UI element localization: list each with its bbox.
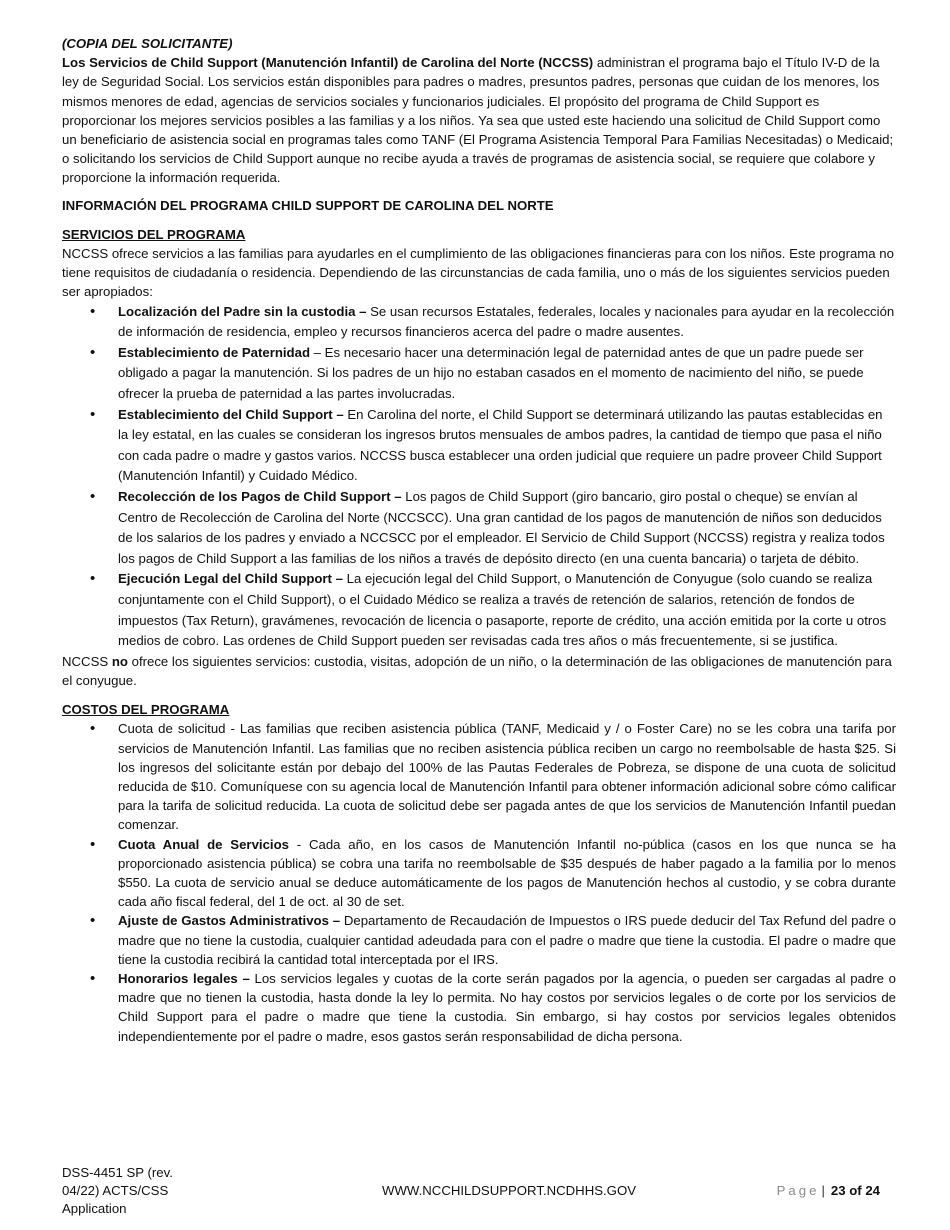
cost-term: Honorarios legales – bbox=[118, 970, 250, 986]
cost-item bbox=[62, 835, 896, 912]
intro-body: administran el programa bajo el Título IV-D de la ley de Seguridad Social. Los servicios están disponibles para padres o madres, presuntos padres, personas que cuidan de los menores, los mismos menores de edad, agencias de servicios sociales y funcionarios judiciales. El propósito del programa de Child Support es proporcionar los mejores servicios posibles a las familias y a los niños. Ya sea que usted este haciendo una solicitud de Child Support como un beneficiario de asistencia social en programas tales como TANF (El Programa Asistencia Temporal Para Familias Necesitadas) o Medicaid; o solicitando los servicios de Child Support aunque no recibe ayuda a través de programas de asistencia social, se requiere que colabore y proporcione la información requerida. bbox=[62, 55, 894, 186]
service-item bbox=[62, 405, 896, 487]
service-item bbox=[62, 569, 896, 651]
page-indicator bbox=[777, 1182, 880, 1200]
cost-text: Los servicios legales y cuotas de la corte serán pagados por la agencia, o pueden ser cargadas al padre o madre que no tienen la custodia, hasta donde la ley lo permita. No hay costos por servicios legales o de corte por los servicios de Child Support para el padre o madre que tiene la custodia. Sin embargo, si hay costos por servicios legales obtenidos independientemente por el padre o madre, esos gastos serán responsabilidad de dicha persona. bbox=[118, 970, 896, 1044]
page-number: 23 of 24 bbox=[830, 1183, 880, 1198]
intro-paragraph bbox=[62, 53, 896, 187]
service-term: Establecimiento del Child Support – bbox=[118, 406, 344, 422]
service-text: – Es necesario hacer una determinación legal de paternidad antes de que un padre puede ser obligado a pagar la manutención. Si los padres de un hijo no estaban casados en el momento de nacimiento del niño, se puede ofrecer la prueba de paternidad a las partes involucradas. bbox=[118, 344, 864, 402]
page-word: Page bbox=[776, 1183, 820, 1198]
service-text: Los pagos de Child Support (giro bancario, giro postal o cheque) se envían al Centro de Recolección de Carolina del Norte (NCCSCC). Una gran cantidad de los pagos de manutención de niños son deducidos de los salarios de los padres y enviado a NCCSCC por el empleador. El Servicio de Child Support (NCCSS) registra y realiza todos los pagos de Child Support a las familias de los niños a través de depósito directo (en una cuenta bancaria) o tarjeta de débito. bbox=[118, 488, 885, 566]
service-term: Localización del Padre sin la custodia – bbox=[118, 303, 367, 319]
cost-text: Cuota de solicitud - Las familias que reciben asistencia pública (TANF, Medicaid y / o Foster Care) no se les cobra una tarifa por servicios de Manutención Infantil. Las familias que no reciben asistencia pública reciben un cargo no reembolsable de hasta $25. Si los ingresos del solicitante están por debajo del 100% de las Pautas Federales de Pobreza, se dispone de una cuota de solicitud reducida de $10. Comuníquese con su agencia local de Manutención Infantil para obtener información adicional sobre cómo calificar para la tarifa de solicitud reducida. La cuota de solicitud debe ser pagada antes de que los servicios de Manutención Infantil puedan comenzar. bbox=[118, 721, 896, 833]
service-item bbox=[62, 343, 896, 405]
services-intro: NCCSS ofrece servicios a las familias para ayudarles en el cumplimiento de las obligaciones financieras para con los niños. Este programa no tiene requisitos de ciudadanía o residencia. Dependiendo de las circunstancias de cada familia, uno o más de los siguientes servicios pueden ser apropiados: bbox=[62, 246, 894, 300]
services-not-offered bbox=[62, 652, 896, 690]
service-item bbox=[62, 302, 896, 343]
costs-title: COSTOS DEL PROGRAMA bbox=[62, 702, 230, 718]
cost-term: Cuota Anual de Servicios bbox=[118, 836, 289, 852]
service-item bbox=[62, 487, 896, 569]
not-offered-post: ofrece los siguientes servicios: custodia, visitas, adopción de un niño, o la determinación de las obligaciones de manutención para el conyugue. bbox=[62, 653, 892, 688]
service-text: En Carolina del norte, el Child Support se determinará utilizando las pautas establecidas en la ley estatal, en las cuales se consideran los ingresos brutos mensuales de ambos padres, la cantidad de tiempo que pasa el niño con cada padre o madre y gastos varios. NCCSS busca establecer una orden judicial que requiere un padre proveer Child Support (Manutención Infantil) y Cuidado Médico. bbox=[118, 406, 883, 484]
service-term: Establecimiento de Paternidad bbox=[118, 344, 311, 360]
services-title: SERVICIOS DEL PROGRAMA bbox=[62, 226, 246, 242]
service-text: Se usan recursos Estatales, federales, locales y nacionales para ayudar en la recolección de información de residencia, empleo y recursos financieros acerca del padre o madre ausentes. bbox=[118, 303, 895, 340]
form-id-line: 04/22) ACTS/CSS bbox=[62, 1183, 169, 1198]
cost-term: Ajuste de Gastos Administrativos – bbox=[118, 913, 341, 929]
cost-text: Departamento de Recaudación de Impuestos o IRS puede deducir del Tax Refund del padre o madre que no tiene la custodia, cualquier cantidad adeudada para con el padre o madre que tiene la custodia. El padre o madre que tiene la custodia recibirá la cantidad total interceptada por el IRS. bbox=[118, 913, 896, 967]
not-offered-pre: NCCSS bbox=[62, 653, 112, 669]
service-term: Recolección de los Pagos de Child Support – bbox=[118, 488, 402, 504]
page-separator: | bbox=[821, 1183, 825, 1198]
intro-lead: Los Servicios de Child Support (Manutención Infantil) de Carolina del Norte (NCCSS) bbox=[62, 55, 594, 71]
website-link[interactable]: WWW.NCCHILDSUPPORT.NCDHHS.GOV bbox=[382, 1183, 636, 1198]
cost-item bbox=[62, 969, 896, 1046]
applicant-copy-label: (COPIA DEL SOLICITANTE) bbox=[62, 36, 233, 51]
costs-list bbox=[62, 719, 896, 1045]
document-body bbox=[62, 34, 896, 1046]
services-list bbox=[62, 302, 896, 652]
service-text: La ejecución legal del Child Support, o Manutención de Conyugue (solo cuando se realiza conjuntamente con el Child Support), o el Cuidado Médico se realiza a través de retención de salarios, retención de fondos de impuestos (Tax Return), gravámenes, revocación de licencia o pasaporte, reporte de crédito, una acción emitida por la corte u otros medios de cobro. Las ordenes de Child Support pueden ser revisadas cada tres años o más frecuentemente, si se justifica. bbox=[118, 571, 887, 649]
cost-item bbox=[62, 911, 896, 969]
program-info-title: INFORMACIÓN DEL PROGRAMA CHILD SUPPORT DE CAROLINA DEL NORTE bbox=[62, 197, 554, 213]
not-offered-bold: no bbox=[111, 653, 128, 669]
form-identifier bbox=[62, 1164, 192, 1218]
cost-text: - Cada año, en los casos de Manutención Infantil no-pública (casos en los que nunca se ha proporcionado asistencia pública) se cobra una tarifa no reembolsable de $35 después de haber pagado a la familia por lo menos $550. La cuota de servicio anual se deduce automáticamente de los pagos de Manutención hechos al custodio, y se cobra durante cada año fiscal federal, del 1 de oct. al 30 de set. bbox=[118, 836, 896, 910]
service-term: Ejecución Legal del Child Support – bbox=[118, 571, 343, 587]
form-id-line: DSS-4451 SP (rev. bbox=[62, 1165, 173, 1180]
cost-item bbox=[62, 719, 896, 834]
form-id-line: Application bbox=[62, 1201, 127, 1216]
